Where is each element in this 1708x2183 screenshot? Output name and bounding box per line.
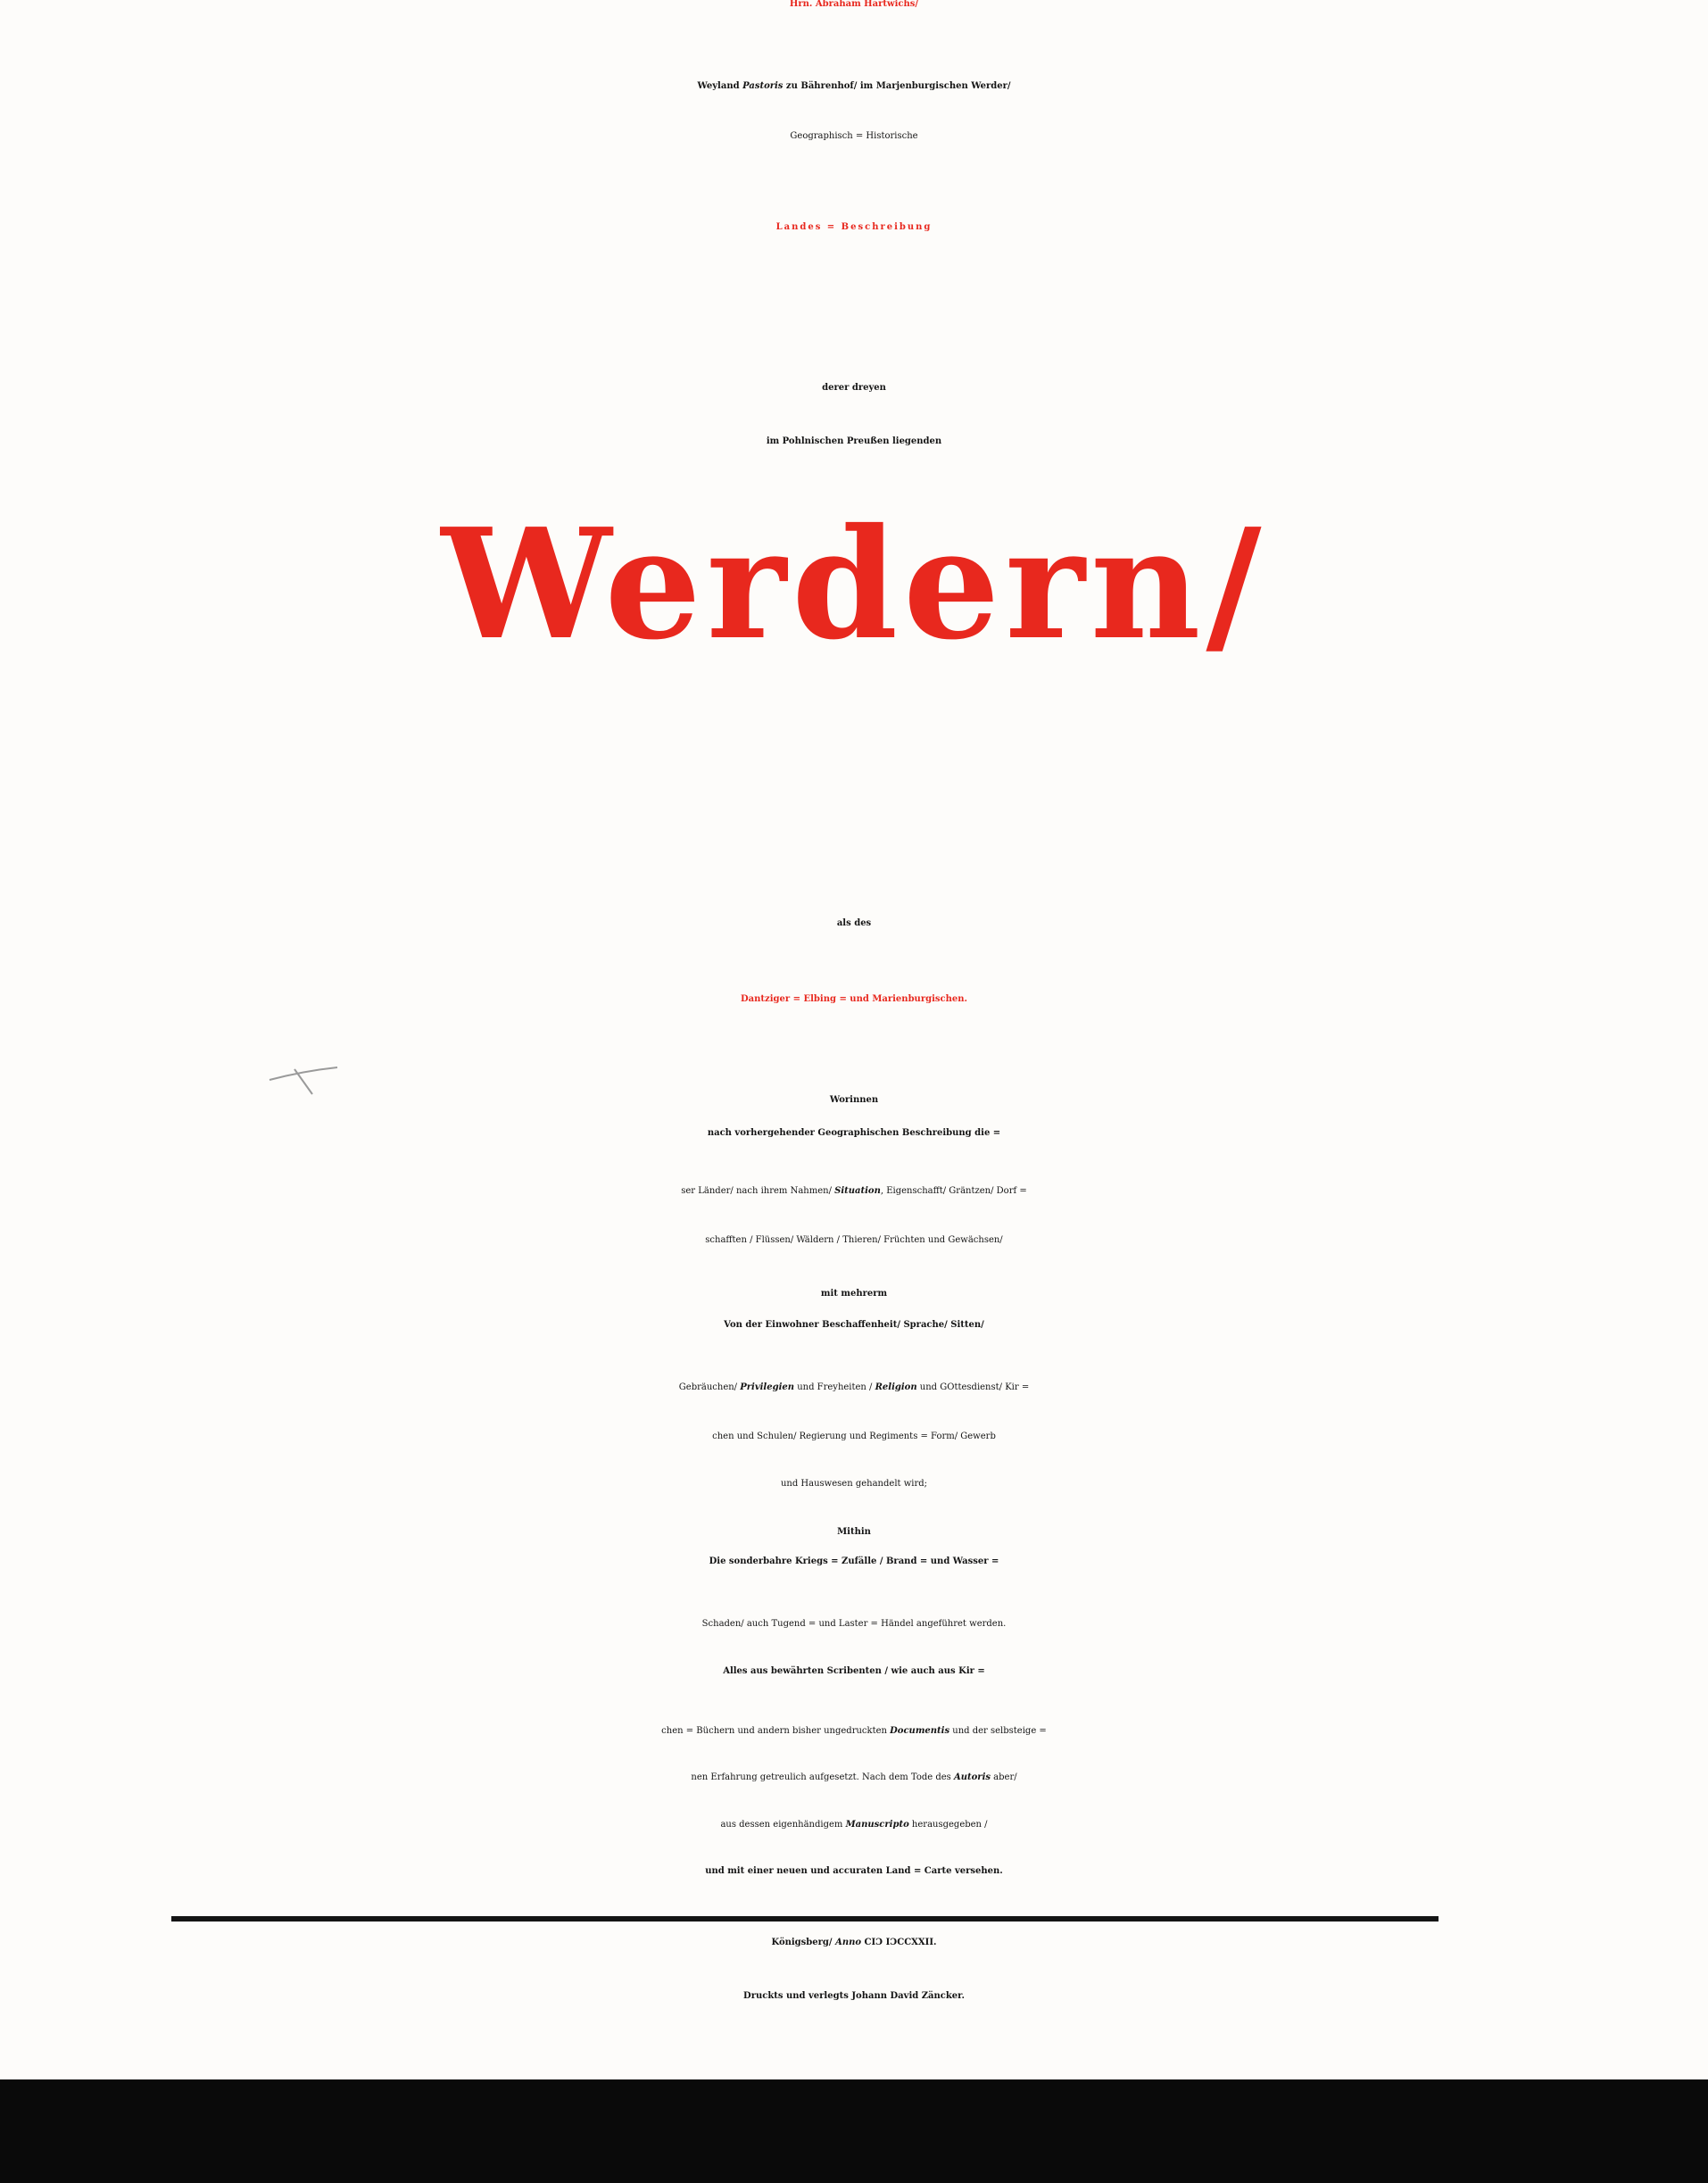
documentis-word: Documentis bbox=[890, 1726, 950, 1736]
main-title: Landes = Beschreibung bbox=[775, 222, 933, 232]
body-line-12-a: nen Erfahrung getreulich aufgesetzt. Nach dem Tode des bbox=[691, 1772, 954, 1782]
weyland-line bbox=[0, 82, 1708, 91]
body-line-11 bbox=[0, 1727, 1708, 1736]
body-line-13 bbox=[0, 1821, 1708, 1830]
author-line: Hrn. Abraham Hartwichs/ bbox=[789, 0, 919, 9]
werdern-title: Werdern/ bbox=[441, 495, 1267, 674]
body-line-3: schafften / Flüssen/ Wäldern / Thieren/ Früchten und Gewächsen/ bbox=[705, 1235, 1003, 1245]
body-line-10: Alles aus bewährten Scribenten / wie auch aus Kir = bbox=[723, 1666, 985, 1676]
weyland-rest: zu Bährenhof/ im Marjenburgischen Werder/ bbox=[783, 81, 1011, 91]
body-line-12-b: aber/ bbox=[991, 1772, 1017, 1782]
privilegien-word: Privilegien bbox=[740, 1382, 795, 1392]
body-line-1: nach vorhergehender Geographischen Beschreibung die = bbox=[707, 1128, 1001, 1138]
mithin-line: Mithin bbox=[837, 1527, 871, 1537]
body-line-8: Die sonderbahre Kriegs = Zufälle / Brand = und Wasser = bbox=[709, 1556, 999, 1566]
body-line-13-b: herausgegeben / bbox=[908, 1820, 988, 1830]
body-line-6: chen und Schulen/ Regierung und Regiments = Form/ Gewerb bbox=[712, 1432, 996, 1441]
mit-mehrerm-line: mit mehrerm bbox=[820, 1289, 888, 1299]
subtitle-line: Geographisch = Historische bbox=[790, 131, 918, 141]
body-line-5-a: Gebräuchen/ bbox=[678, 1382, 741, 1392]
imprint-year: CIƆ IƆCCXXII. bbox=[861, 1938, 937, 1947]
body-line-11-a: chen = Büchern und andern bisher ungedruckten bbox=[661, 1726, 891, 1736]
body-line-12 bbox=[0, 1773, 1708, 1782]
manuscripto-word: Manuscripto bbox=[845, 1820, 909, 1830]
als-des-line: als des bbox=[836, 918, 872, 928]
scan-border bbox=[0, 2079, 1708, 2183]
autoris-word: Autoris bbox=[953, 1772, 991, 1782]
situation-word: Situation bbox=[834, 1186, 881, 1196]
pen-mark-icon bbox=[268, 1064, 339, 1100]
body-line-14: und mit einer neuen und accuraten Land = Carte versehen. bbox=[705, 1866, 1003, 1876]
body-line-11-b: und der selbsteige = bbox=[949, 1726, 1047, 1736]
body-line-2 bbox=[0, 1187, 1708, 1196]
names-line: Dantziger = Elbing = und Marienburgischen. bbox=[741, 994, 967, 1004]
weyland-prefix: Weyland bbox=[697, 81, 743, 91]
imprint-divider bbox=[171, 1916, 1439, 1922]
imprint-place: Königsberg/ bbox=[771, 1938, 836, 1947]
derer-line: derer dreyen bbox=[822, 383, 886, 393]
body-line-5-b: und Freyheiten / bbox=[794, 1382, 875, 1392]
body-line-7: und Hauswesen gehandelt wird; bbox=[780, 1479, 928, 1489]
body-line-5-c: und GOttesdienst/ Kir = bbox=[916, 1382, 1030, 1392]
pastoris-word: Pastoris bbox=[742, 81, 784, 91]
religion-word: Religion bbox=[875, 1382, 917, 1392]
body-line-4: Von der Einwohner Beschaffenheit/ Sprache/ Sitten/ bbox=[724, 1320, 984, 1330]
body-line-5 bbox=[0, 1383, 1708, 1392]
printer-line: Druckts und verlegts Johann David Zäncker. bbox=[743, 1991, 965, 2001]
body-line-2-a: ser Länder/ nach ihrem Nahmen/ bbox=[681, 1186, 835, 1196]
body-line-2-b: , Eigenschafft/ Gräntzen/ Dorf = bbox=[880, 1186, 1027, 1196]
body-line-13-a: aus dessen eigenhändigem bbox=[720, 1820, 846, 1830]
body-line-9: Schaden/ auch Tugend = und Laster = Händel angeführet werden. bbox=[701, 1619, 1007, 1629]
imprint-place-line bbox=[0, 1938, 1708, 1947]
anno-word: Anno bbox=[835, 1938, 862, 1947]
location-line: im Pohlnischen Preußen liegenden bbox=[766, 436, 942, 446]
worinnen-line: Worinnen bbox=[829, 1095, 879, 1105]
